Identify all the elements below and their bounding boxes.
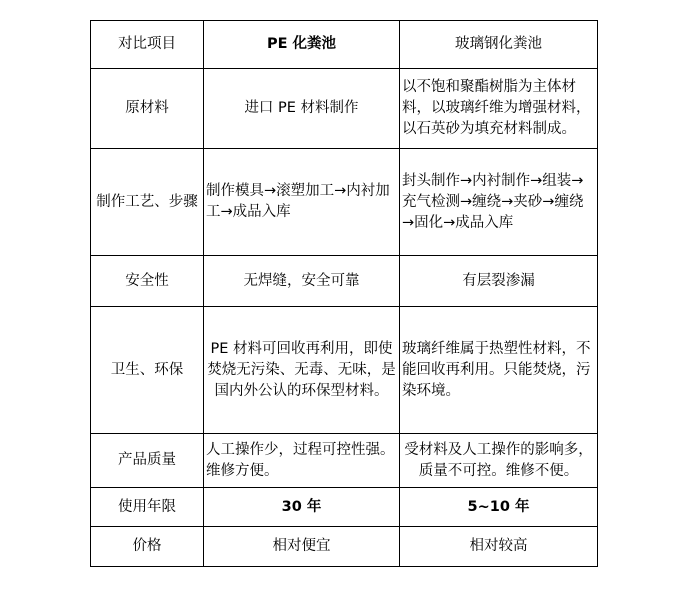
pe-hygiene-cell: PE 材料可回收再利用，即使焚烧无污染、无毒、无味，是国内外公认的环保型材料。 <box>204 307 400 434</box>
pe-quality-cell: 人工操作少，过程可控性强。维修方便。 <box>204 434 400 488</box>
pe-process-cell: 制作模具→滚塑加工→内衬加工→成品入库 <box>204 149 400 256</box>
table-row-hygiene <box>91 307 598 434</box>
pe-material-cell: 进口 PE 材料制作 <box>204 69 400 149</box>
table-header-row <box>91 21 598 69</box>
frp-lifespan-cell: 5~10 年 <box>400 488 598 527</box>
table-row-lifespan <box>91 488 598 527</box>
pe-price-cell: 相对便宜 <box>204 527 400 567</box>
row-label-cell: 价格 <box>91 527 204 567</box>
table-row-material <box>91 69 598 149</box>
header-pe-cell: PE 化粪池 <box>204 21 400 69</box>
pe-lifespan-cell: 30 年 <box>204 488 400 527</box>
frp-hygiene-cell: 玻璃纤维属于热塑性材料，不能回收再利用。只能焚烧，污染环境。 <box>400 307 598 434</box>
row-label-cell: 使用年限 <box>91 488 204 527</box>
frp-price-cell: 相对较高 <box>400 527 598 567</box>
header-frp-cell: 玻璃钢化粪池 <box>400 21 598 69</box>
table-row-process <box>91 149 598 256</box>
row-label-cell: 产品质量 <box>91 434 204 488</box>
comparison-table <box>90 20 598 567</box>
table-row-price <box>91 527 598 567</box>
frp-process-cell: 封头制作→内衬制作→组装→充气检测→缠绕→夹砂→缠绕→固化→成品入库 <box>400 149 598 256</box>
table-row-safety <box>91 256 598 307</box>
row-label-cell: 制作工艺、步骤 <box>91 149 204 256</box>
table-row-quality <box>91 434 598 488</box>
frp-material-cell: 以不饱和聚酯树脂为主体材料，以玻璃纤维为增强材料，以石英砂为填充材料制成。 <box>400 69 598 149</box>
frp-quality-cell: 受材料及人工操作的影响多，质量不可控。维修不便。 <box>400 434 598 488</box>
header-item-cell: 对比项目 <box>91 21 204 69</box>
frp-safety-cell: 有层裂渗漏 <box>400 256 598 307</box>
row-label-cell: 卫生、环保 <box>91 307 204 434</box>
row-label-cell: 原材料 <box>91 69 204 149</box>
pe-safety-cell: 无焊缝，安全可靠 <box>204 256 400 307</box>
row-label-cell: 安全性 <box>91 256 204 307</box>
